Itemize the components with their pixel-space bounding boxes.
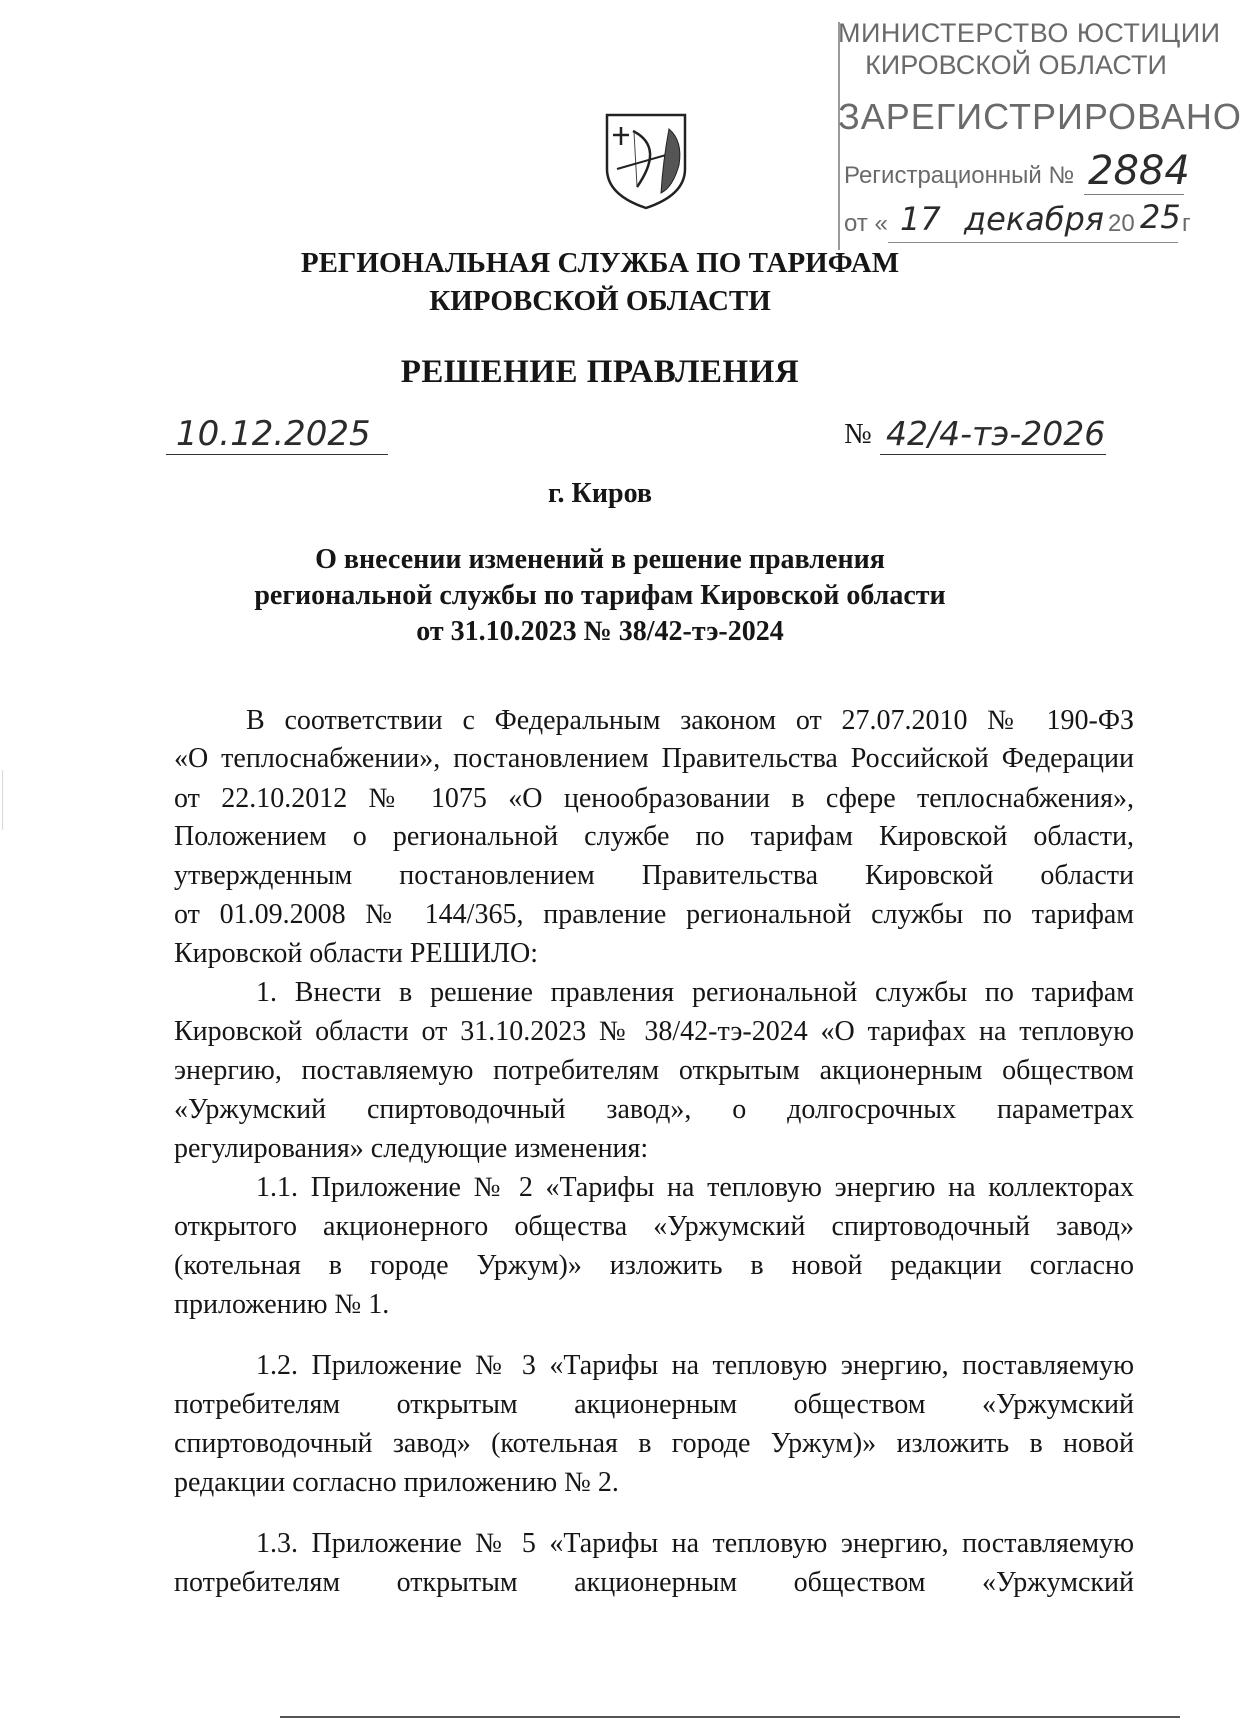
- stamp-day: 17: [900, 200, 941, 238]
- number-underline: [880, 454, 1106, 455]
- date-underline: [166, 454, 388, 455]
- stamp-reg-label: Регистрационный №: [844, 162, 1075, 189]
- decision-number: 42/4-тэ-2026: [886, 414, 1106, 453]
- body-line: энергию, поставляемую потребителям открытым акционерным обществом: [174, 1055, 1134, 1086]
- stamp-registered: ЗАРЕГИСТРИРОВАНО: [838, 96, 1242, 137]
- body-line: от 01.09.2008 № 144/365, правление региональной службы по тарифам: [174, 899, 1134, 930]
- body-line: потребителям открытым акционерным обществом «Уржумский: [174, 1567, 1134, 1598]
- body-line: (котельная в городе Уржум)» изложить в новой редакции согласно: [174, 1250, 1134, 1281]
- body-line: 1.3. Приложение № 5 «Тарифы на тепловую энергию, поставляемую: [256, 1528, 1134, 1559]
- body-line: 1. Внести в решение правления региональной службы по тарифам: [256, 977, 1134, 1008]
- body-line: «О теплоснабжении», постановлением Правительства Российской Федерации: [174, 743, 1134, 774]
- stamp-region: КИРОВСКОЙ ОБЛАСТИ: [865, 50, 1167, 80]
- stamp-ministry: МИНИСТЕРСТВО ЮСТИЦИИ: [838, 18, 1221, 48]
- body-line: «Уржумский спиртоводочный завод», о долгосрочных параметрах: [174, 1094, 1134, 1125]
- body-line: Кировской области РЕШИЛО:: [174, 938, 539, 969]
- org-title-line2: КИРОВСКОЙ ОБЛАСТИ: [429, 285, 771, 317]
- document-type: РЕШЕНИЕ ПРАВЛЕНИЯ: [400, 354, 800, 390]
- stamp-year-prefix: 20: [1108, 210, 1135, 237]
- body-line: приложению № 1.: [174, 1289, 390, 1320]
- scan-mark: [2, 770, 3, 830]
- number-sign: №: [844, 418, 872, 450]
- body-line: спиртоводочный завод» (котельная в городе Уржум)» изложить в новой: [174, 1428, 1134, 1459]
- subject-line1: О внесении изменений в решение правления: [315, 544, 885, 575]
- body-line: потребителям открытым акционерным обществом «Уржумский: [174, 1389, 1134, 1420]
- body-line: В соответствии с Федеральным законом от 27.07.2010 № 190-ФЗ: [246, 705, 1134, 736]
- city: г. Киров: [548, 478, 652, 509]
- stamp-date-underline: [888, 242, 1178, 243]
- coat-of-arms-icon: [603, 111, 689, 211]
- stamp-month: декабря: [964, 200, 1105, 238]
- body-line: утвержденным постановлением Правительства Кировской области: [174, 860, 1134, 891]
- subject-line3: от 31.10.2023 № 38/42-тэ-2024: [416, 616, 784, 647]
- body-line: регулирования» следующие изменения:: [174, 1133, 649, 1164]
- subject-line2: региональной службы по тарифам Кировской области: [254, 580, 946, 611]
- stamp-date-prefix: от «: [844, 210, 888, 237]
- body-line: Кировской области от 31.10.2023 № 38/42-тэ-2024 «О тарифах на тепловую: [174, 1016, 1134, 1047]
- org-title-line1: РЕГИОНАЛЬНАЯ СЛУЖБА ПО ТАРИФАМ: [300, 247, 900, 279]
- body-line: 1.1. Приложение № 2 «Тарифы на тепловую энергию на коллекторах: [256, 1172, 1134, 1203]
- body-line: 1.2. Приложение № 3 «Тарифы на тепловую энергию, поставляемую: [256, 1350, 1134, 1381]
- body-line: редакции согласно приложению № 2.: [174, 1467, 619, 1498]
- decision-date: 10.12.2025: [176, 414, 371, 454]
- bottom-rule: [280, 1716, 1180, 1718]
- stamp-reg-number: 2884: [1088, 148, 1190, 194]
- body-line: Положением о региональной службе по тарифам Кировской области,: [174, 821, 1134, 852]
- stamp-reg-underline: [1084, 194, 1184, 195]
- registration-stamp: [838, 14, 1242, 246]
- stamp-year-suffix: г: [1182, 210, 1191, 237]
- body-line: открытого акционерного общества «Уржумский спиртоводочный завод»: [174, 1211, 1134, 1242]
- body-line: от 22.10.2012 № 1075 «О ценообразовании в сфере теплоснабжения»,: [174, 783, 1134, 814]
- stamp-year: 25: [1140, 198, 1181, 236]
